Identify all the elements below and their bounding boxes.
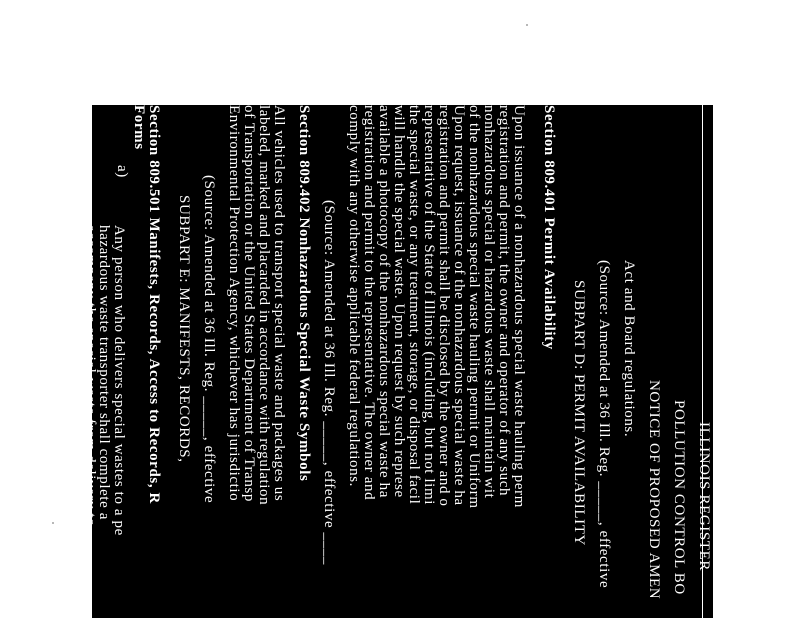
paragraph-line: of Transportation or the United States Department of Transp: [241, 105, 257, 503]
scan-speck: [526, 24, 528, 26]
journal-title: ILLINOIS REGISTER: [696, 422, 712, 571]
subsection-label-a: a): [114, 165, 130, 178]
paragraph-line: All vehicles used to transport special waste and packages us: [271, 105, 287, 502]
source-line-3: (Source: Amended at 36 Ill. Reg. _____, effective: [201, 175, 217, 504]
section-809-501-heading: Section 809.501 Manifests, Records, Access to Records, R: [146, 105, 162, 504]
paragraph-line: accompany the special waste from delivery to: [82, 225, 98, 527]
paragraph-line: the special waste, or any treatment, storage, or disposal facil: [406, 105, 422, 505]
paragraph-line: Upon issuance of a nonhazardous special waste hauling perm: [511, 105, 527, 509]
paragraph-line: Environmental Protection Agency, whichever has jurisdictio: [226, 105, 242, 502]
paragraph-line: of the nonhazardous special waste hauling permit or Uniform: [466, 105, 482, 509]
paragraph-line: registration and permit shall be disclosed by the owner and o: [436, 105, 452, 507]
doc-line-1: Act and Board regulations.: [621, 260, 637, 438]
subpart-d-heading: SUBPART D: PERMIT AVAILABILITY: [571, 280, 587, 546]
section-809-402-heading: Section 809.402 Nonhazardous Special Waste Symbols: [296, 105, 312, 482]
paragraph-line: nonhazardous special or hazardous waste shall maintain wit: [481, 105, 497, 499]
paragraph-line: Upon request, issuance of the nonhazardous special waste ha: [451, 105, 467, 506]
scan-speck: [52, 522, 54, 524]
section-809-501-heading-cont: Forms: [131, 105, 147, 150]
notice-title: NOTICE OF PROPOSED AMEN: [646, 380, 662, 600]
paragraph-line: will handle the special waste. Upon request by such represe: [391, 105, 407, 498]
paragraph-line: representative of the State of Illinois (including, but not limi: [421, 105, 437, 505]
paragraph-line: registration and permit to the representative. The owner and: [361, 105, 377, 501]
paragraph-line: hazardous waste transporter shall complete a: [96, 225, 112, 521]
paragraph-line: labeled, marked and placarded in accordance with regulation: [256, 105, 272, 506]
section-809-401-heading: Section 809.401 Permit Availability: [541, 105, 557, 350]
source-line-1: (Source: Amended at 36 Ill. Reg. _____, effective: [596, 260, 612, 589]
source-line-2: (Source: Amended at 36 Ill. Reg. _____, effective ____: [321, 200, 337, 565]
board-name: POLLUTION CONTROL BO: [671, 400, 687, 595]
paragraph-line: available a photocopy of the nonhazardous special waste ha: [376, 105, 392, 498]
paragraph-line: comply with any otherwise applicable federal regulations.: [346, 105, 362, 487]
subpart-e-heading: SUBPART E: MANIFESTS, RECORDS,: [176, 195, 192, 463]
paragraph-line: Any person who delivers special wastes to a pe: [111, 225, 127, 536]
rotated-document-page: [82, 105, 713, 618]
scanned-page-image: [82, 105, 713, 618]
paragraph-line: registration and permit, the owner and operator of any such: [496, 105, 512, 497]
